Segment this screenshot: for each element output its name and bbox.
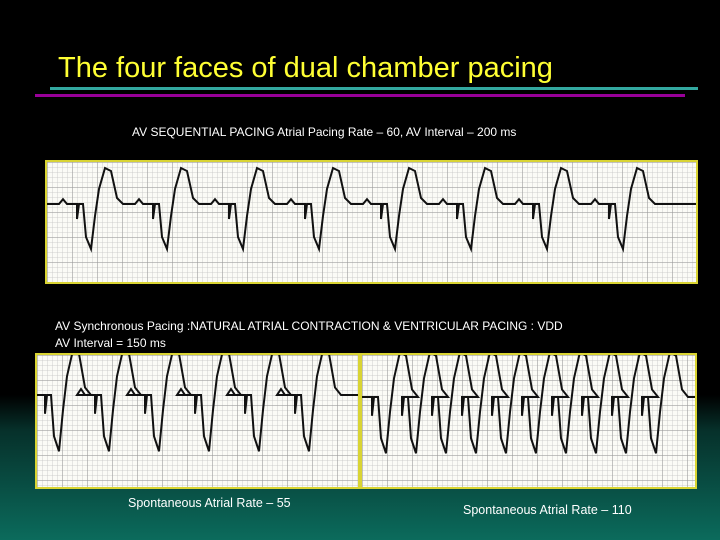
av-sequential-caption: AV SEQUENTIAL PACING Atrial Pacing Rate – 60, AV Interval – 200 ms (132, 125, 517, 139)
ecg-trace-rate-110 (362, 355, 695, 487)
av-synchronous-caption-line2: AV Interval = 150 ms (55, 336, 166, 350)
av-synchronous-caption-line1: AV Synchronous Pacing :NATURAL ATRIAL CONTRACTION & VENTRICULAR PACING : VDD (55, 319, 563, 333)
rate-55-caption: Spontaneous Atrial Rate – 55 (128, 496, 291, 510)
av-synchronous-caption (55, 318, 563, 352)
ecg-trace-rate-55 (37, 355, 358, 487)
ecg-strip-rate-110 (360, 353, 697, 489)
title-underline-purple (35, 94, 685, 97)
title-underline-green (50, 87, 698, 90)
rate-110-caption: Spontaneous Atrial Rate – 110 (463, 503, 632, 517)
ecg-strip-rate-55 (35, 353, 360, 489)
slide-title: The four faces of dual chamber pacing (58, 52, 553, 84)
ecg-trace-av-sequential (47, 162, 696, 282)
ecg-strip-av-sequential (45, 160, 698, 284)
